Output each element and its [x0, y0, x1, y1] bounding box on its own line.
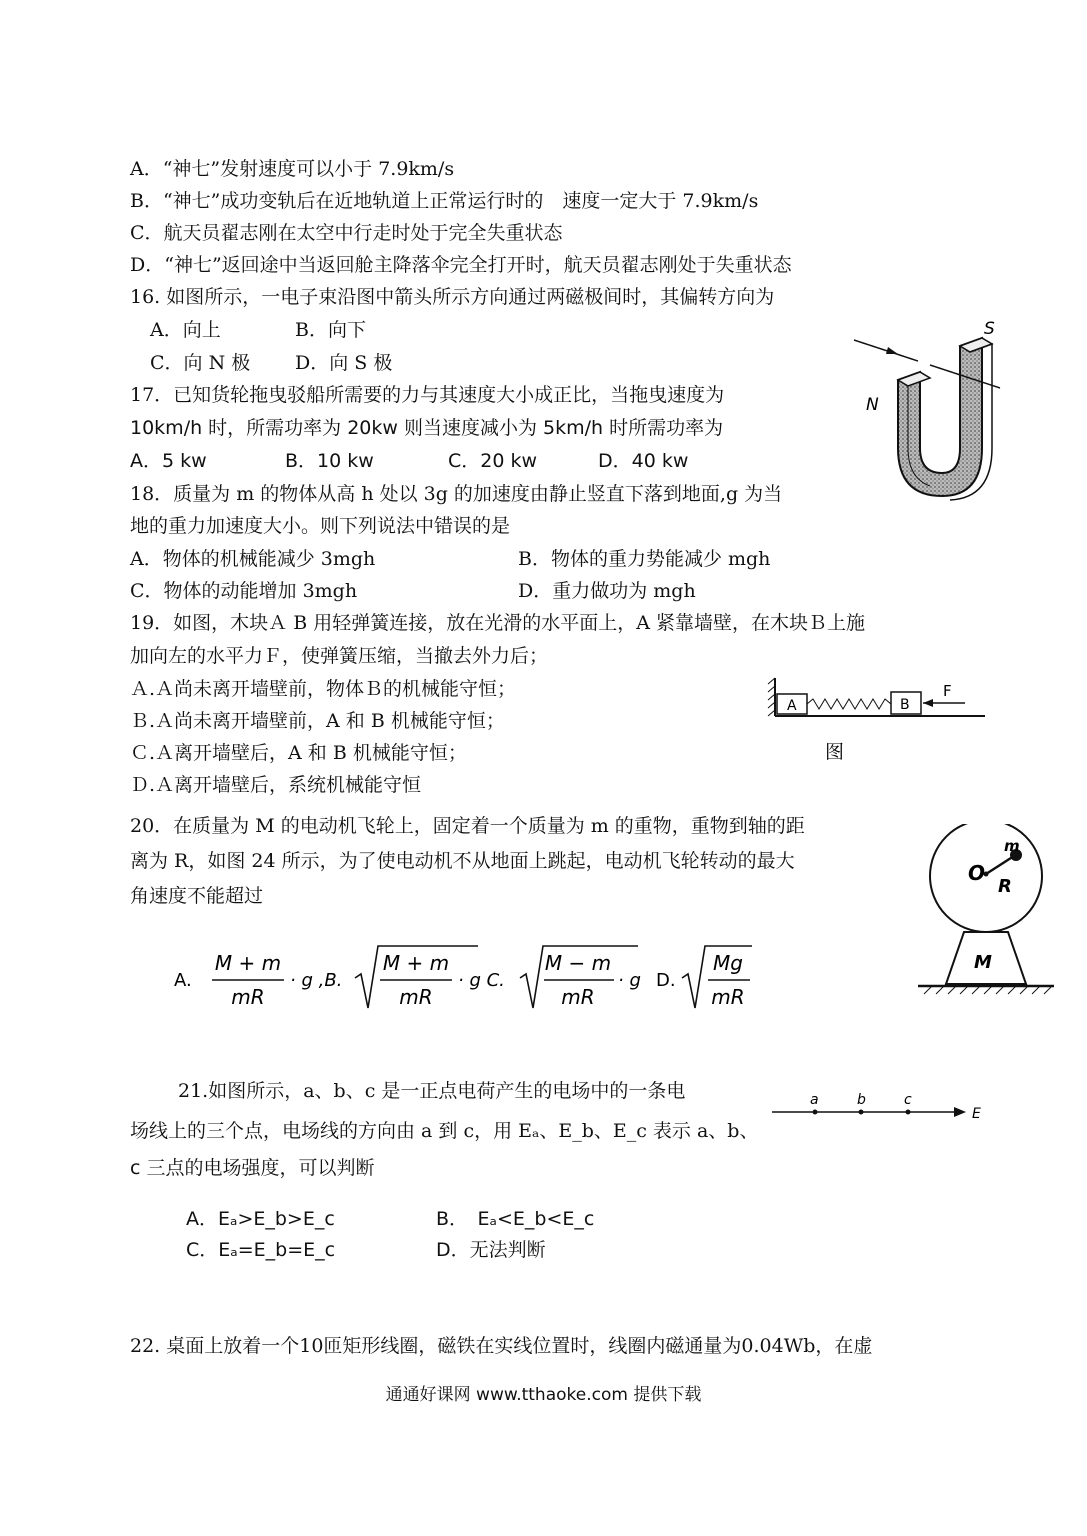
q19-stem-line1: 19．如图，木块Ａ B 用轻弹簧连接，放在光滑的水平面上，A 紧靠墙壁，在木块Ｂ上施 — [130, 612, 865, 634]
q20-stem-line3: 角速度不能超过 — [130, 885, 264, 907]
q15-option-b: B．“神七”成功变轨后在近地轨道上正常运行时的 速度一定大于 7.9km/s — [130, 190, 759, 212]
q17-option-c: C．20 kw — [448, 450, 538, 472]
point-a-label: a — [810, 1092, 819, 1108]
point-c-label: c — [904, 1092, 912, 1108]
q22-stem: 22. 桌面上放着一个10匝矩形线圈，磁铁在实线位置时，线圈内磁通量为0.04Wb，在虚 — [130, 1335, 873, 1357]
q20-stem-line1: 20．在质量为 M 的电动机飞轮上，固定着一个质量为 m 的重物，重物到轴的距 — [130, 815, 805, 837]
force-f-label: F — [943, 682, 952, 700]
block-a-label: A — [787, 698, 797, 714]
q21-option-c: C．Eₐ=E_b=E_c — [186, 1239, 336, 1261]
block-b-label: B — [900, 697, 910, 713]
q15-option-c: C．航天员翟志刚在太空中行走时处于完全失重状态 — [130, 222, 563, 244]
q20-option-a-label: A. — [174, 970, 192, 991]
point-b-label: b — [857, 1092, 866, 1108]
q20-stem-line2: 离为 R，如图 24 所示，为了使电动机不从地面上跳起，电动机飞轮转动的最大 — [130, 850, 795, 872]
q16-stem: 16. 如图所示，一电子束沿图中箭头所示方向通过两磁极间时，其偏转方向为 — [130, 286, 775, 308]
q20-option-a-numerator: M + m — [214, 951, 282, 975]
q20-option-a-tail: · g ,B. — [290, 970, 343, 991]
q20-option-d-numerator: Mg — [713, 951, 743, 975]
figure-caption: 图 — [825, 741, 845, 763]
q19-stem-line2: 加向左的水平力Ｆ，使弹簧压缩，当撤去外力后； — [130, 645, 549, 667]
q18-stem-line1: 18．质量为 m 的物体从高 h 处以 3g 的加速度由静止竖直下落到地面,g 为当 — [130, 483, 783, 505]
q20-option-d-label: D. — [656, 970, 676, 991]
q19-option-d: Ｄ.Ａ离开墙壁后，系统机械能守恒 — [130, 774, 422, 796]
q18-option-d: D．重力做功为 mgh — [518, 580, 696, 602]
q19-option-c: Ｃ.Ａ离开墙壁后，A 和 B 机械能守恒； — [130, 742, 467, 764]
q21-option-d: D．无法判断 — [436, 1239, 546, 1261]
q17-option-b: B．10 kw — [285, 450, 374, 472]
q20-option-a-denominator: mR — [231, 985, 265, 1009]
q16-option-a: A．向上 — [150, 319, 221, 341]
q20-option-b-numerator: M + m — [382, 951, 450, 975]
q21-stem-line1: 21.如图所示，a、b、c 是一正点电荷产生的电场中的一条电 — [178, 1080, 686, 1102]
radius-r-label: R — [998, 876, 1012, 897]
field-e-label: E — [972, 1106, 981, 1122]
q18-option-c: C．物体的动能增加 3mgh — [130, 580, 358, 602]
q17-option-a: A．5 kw — [130, 450, 207, 472]
q18-option-b: B．物体的重力势能减少 mgh — [518, 548, 771, 570]
q16-option-d: D．向 S 极 — [295, 352, 393, 374]
q21-stem-line3: c 三点的电场强度，可以判断 — [130, 1157, 375, 1179]
q21-stem-line2: 场线上的三个点，电场线的方向由 a 到 c，用 Eₐ、E_b、E_c 表示 a、b、 — [130, 1120, 759, 1142]
q20-option-b-denominator: mR — [399, 985, 433, 1009]
q20-option-b-tail: · g C. — [458, 970, 505, 991]
magnet-figure — [850, 318, 1010, 503]
q20-option-d-denominator: mR — [711, 985, 745, 1009]
q15-option-d: D．“神七”返回途中当返回舱主降落伞完全打开时，航天员翟志刚处于失重状态 — [130, 254, 792, 276]
mass-m-label: m — [1004, 837, 1020, 855]
magnet-s-label: S — [984, 319, 995, 339]
motor-mass-label: M — [974, 952, 992, 973]
field-line-figure — [770, 1088, 992, 1128]
q17-stem-line1: 17．已知货轮拖曳驳船所需要的力与其速度大小成正比，当拖曳速度为 — [130, 384, 725, 406]
q20-option-c-numerator: M − m — [544, 951, 612, 975]
q19-option-a: Ａ.Ａ尚未离开墙壁前，物体Ｂ的机械能守恒； — [130, 678, 517, 700]
page-footer: 通通好课网 www.tthaoke.com 提供下载 — [385, 1385, 702, 1405]
spring-blocks-figure — [765, 674, 990, 770]
axis-o-label: O — [968, 861, 986, 885]
q18-option-a: A．物体的机械能减少 3mgh — [130, 548, 376, 570]
q19-option-b: Ｂ.Ａ尚未离开墙壁前，A 和 B 机械能守恒； — [130, 710, 505, 732]
q21-option-a: A．Eₐ>E_b>E_c — [186, 1208, 335, 1230]
q21-option-b: B． Eₐ<E_b<E_c — [436, 1208, 595, 1230]
q17-stem-line2: 10km/h 时，所需功率为 20kw 则当速度减小为 5km/h 时所需功率为 — [130, 417, 724, 439]
q20-options — [170, 940, 770, 1020]
magnet-n-label: N — [866, 395, 879, 415]
q15-option-a: A．“神七”发射速度可以小于 7.9km/s — [130, 158, 455, 180]
q20-option-c-denominator: mR — [561, 985, 595, 1009]
q20-option-c-tail: · g — [618, 970, 641, 991]
q18-stem-line2: 地的重力加速度大小。则下列说法中错误的是 — [130, 515, 511, 537]
q16-option-b: B．向下 — [295, 319, 366, 341]
q16-option-c: C．向 N 极 — [150, 352, 251, 374]
flywheel-figure — [912, 824, 1060, 998]
q17-option-d: D．40 kw — [598, 450, 689, 472]
